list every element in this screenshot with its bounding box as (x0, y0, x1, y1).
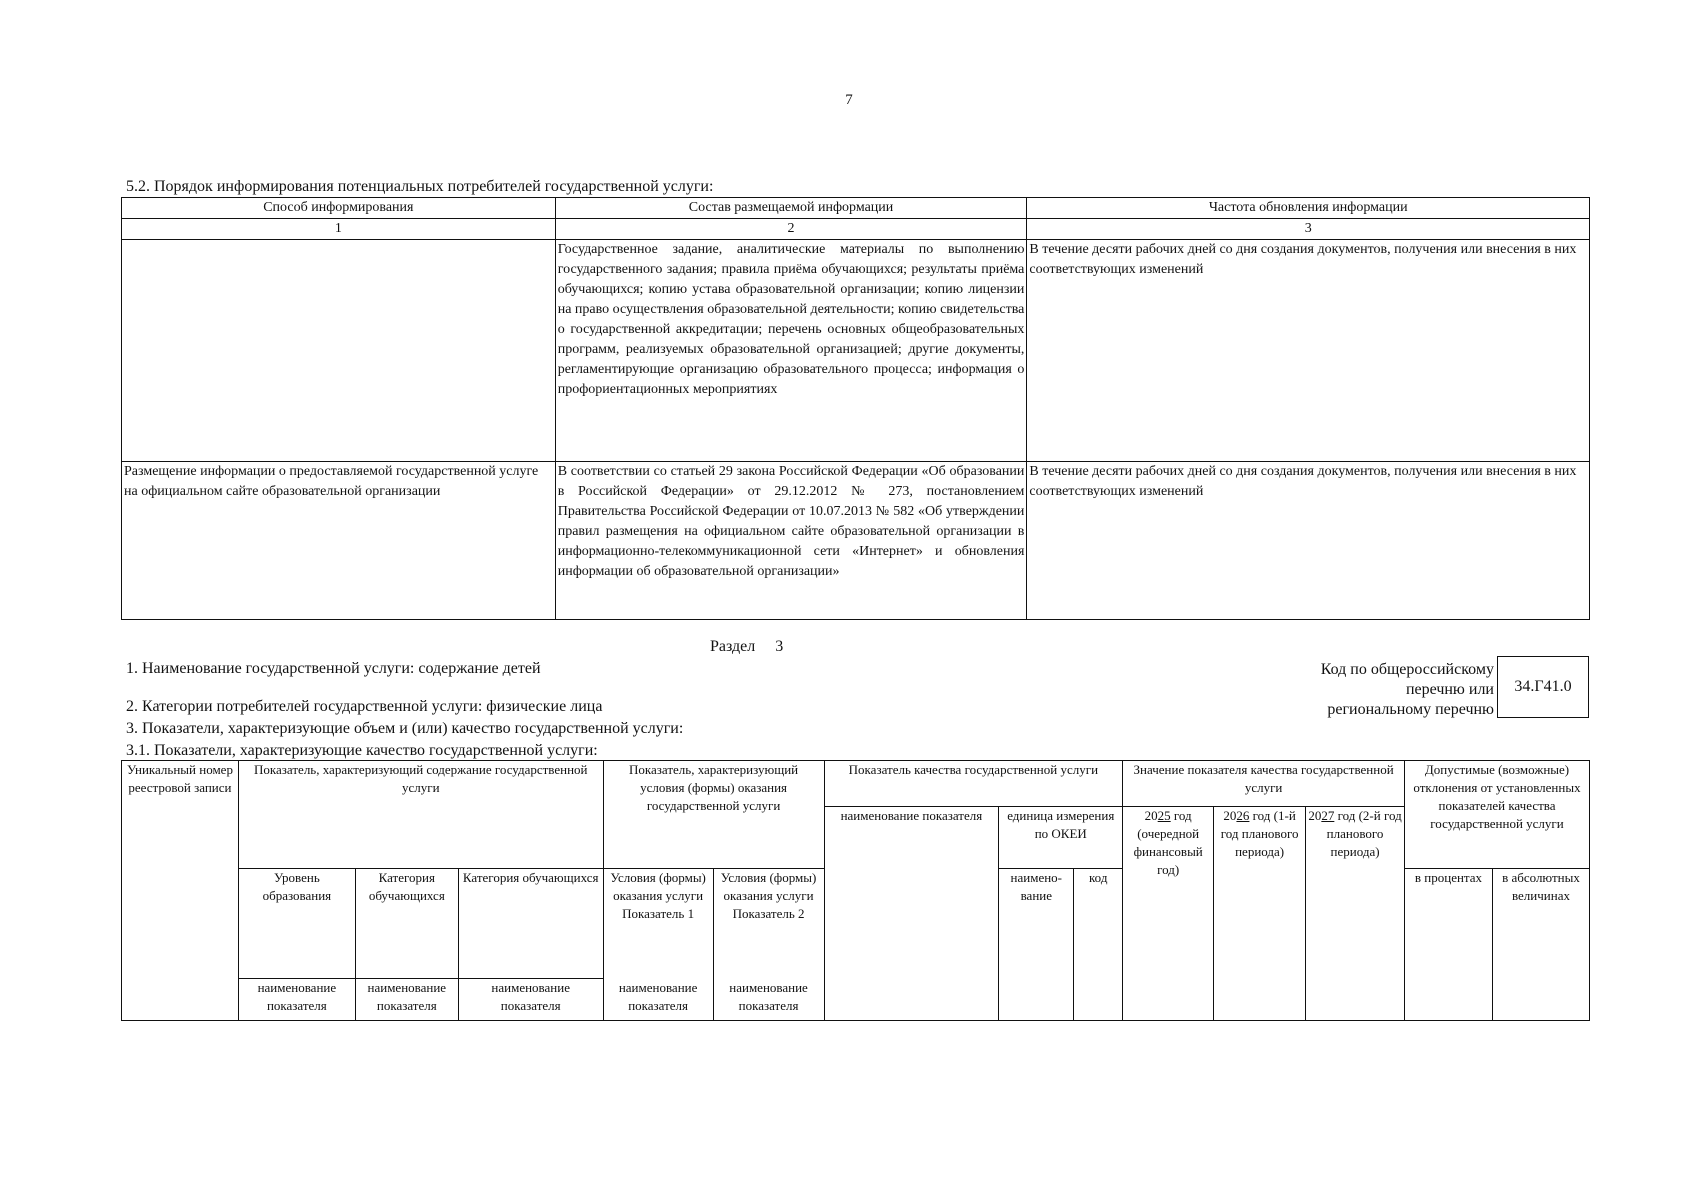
registry-code-label (1270, 660, 1494, 720)
col-number-1: 1 (122, 219, 556, 240)
col-number-3: 3 (1027, 219, 1590, 240)
section-number: 3 (775, 638, 784, 655)
header-content: Состав размещаемой информации (555, 198, 1027, 219)
sub-deviation-percent: в процентах (1405, 869, 1493, 1021)
header-deviation: Допустимые (возможные) отклонения от установленных показателей качества государственной услуги (1405, 761, 1590, 869)
row1-content: Государственное задание, аналитические материалы по выполнению государственного задания; правила приёма обучающихся; результаты приёма обучающихся; копию устава образовательной организации; копию лицензии на право осуществления образовательной деятельности; копию свидетельства о государственной аккредитации; перечень основных общеобразовательных программ, реализуемых образовательной организацией; другие документы, регламентирующие организацию образовательного процесса; информация о профориентационных мероприятиях (555, 240, 1027, 462)
year-1-prefix: 20 (1144, 808, 1158, 823)
indicator-name-4: наименование показателя (603, 979, 713, 1021)
registry-code-label-2: перечню или (1405, 681, 1494, 698)
header-content-indicator: Показатель, характеризующий содержание государственной услуги (238, 761, 603, 869)
consumer-category-line: 2. Категории потребителей государственной услуги: физические лица (126, 698, 603, 715)
row2-method: Размещение информации о предоставляемой государственной услуге на официальном сайте образовательной организации (122, 462, 556, 620)
header-year-1 (1123, 807, 1214, 1021)
page-number: 7 (845, 92, 853, 108)
year-3-label: год (2-й год планового периода) (1326, 808, 1402, 859)
section-5-2-title: 5.2. Порядок информирования потенциальных потребителей государственной услуги: (126, 178, 714, 195)
header-unit: единица измерения по ОКЕИ (999, 807, 1123, 869)
registry-code-box (1497, 656, 1589, 718)
header-year-3 (1306, 807, 1405, 1021)
informing-table (121, 197, 1590, 620)
section-heading (710, 638, 783, 656)
section-label: Раздел (710, 638, 756, 655)
row1-method (122, 240, 556, 462)
year-1-number: 25 (1157, 808, 1171, 823)
sub-condition-2: Условия (формы) оказания услуги Показатель 2 (713, 869, 824, 979)
indicators-line: 3. Показатели, характеризующие объем и (или) качество государственной услуги: (126, 720, 684, 737)
header-quality-indicator: Показатель качества государственной услуги (824, 761, 1123, 807)
header-method: Способ информирования (122, 198, 556, 219)
service-name-line: 1. Наименование государственной услуги: содержание детей (126, 660, 541, 677)
row1-frequency: В течение десяти рабочих дней со дня создания документов, получения или внесения в них соответствующих изменений (1027, 240, 1590, 462)
indicator-name-3: наименование показателя (458, 979, 603, 1021)
sub-deviation-absolute: в абсолютных величинах (1492, 869, 1589, 1021)
header-unique-number: Уникальный номер реестровой записи (122, 761, 239, 1021)
header-frequency: Частота обновления информации (1027, 198, 1590, 219)
header-indicator-value: Значение показателя качества государственной услуги (1123, 761, 1405, 807)
header-year-2 (1214, 807, 1306, 1021)
quality-indicators-table (121, 760, 1590, 1021)
year-2-number: 26 (1236, 808, 1250, 823)
col-number-2: 2 (555, 219, 1027, 240)
row2-content: В соответствии со статьей 29 закона Российской Федерации «Об образовании в Российской Федерации» от 29.12.2012 № 273, постановлением Правительства Российской Федерации от 10.07.2013 № 582 «Об утверждении правил размещения на официальном сайте образовательной организации в информационно-телекоммуникационной сети «Интернет» и обновления информации об образовательной организации» (555, 462, 1027, 620)
indicator-name-2: наименование показателя (355, 979, 458, 1021)
sub-education-level: Уровень образования (238, 869, 355, 979)
header-conditions-indicator: Показатель, характеризующий условия (формы) оказания государственной услуги (603, 761, 824, 869)
sub-student-category-1: Категория обучающихся (355, 869, 458, 979)
indicator-name-5: наименование показателя (713, 979, 824, 1021)
year-3-number: 27 (1321, 808, 1335, 823)
row2-frequency: В течение десяти рабочих дней со дня создания документов, получения или внесения в них соответствующих изменений (1027, 462, 1590, 620)
year-2-label: год (1-й год планового периода) (1220, 808, 1299, 859)
quality-indicators-line: 3.1. Показатели, характеризующие качество государственной услуги: (126, 742, 598, 759)
header-indicator-name: наименование показателя (824, 807, 999, 1021)
registry-code-label-1: Код по общероссийскому (1320, 661, 1494, 678)
sub-student-category-2: Категория обучающихся (458, 869, 603, 979)
registry-code-value: 34.Г41.0 (1514, 678, 1572, 695)
sub-condition-1: Условия (формы) оказания услуги Показатель 1 (603, 869, 713, 979)
sub-unit-name: наимено-вание (999, 869, 1074, 1021)
year-3-prefix: 20 (1308, 808, 1322, 823)
sub-unit-code: код (1074, 869, 1123, 1021)
indicator-name-1: наименование показателя (238, 979, 355, 1021)
year-2-prefix: 20 (1223, 808, 1237, 823)
registry-code-label-3: региональному перечню (1327, 701, 1494, 718)
year-1-label: год (очередной финансовый год) (1133, 808, 1203, 877)
